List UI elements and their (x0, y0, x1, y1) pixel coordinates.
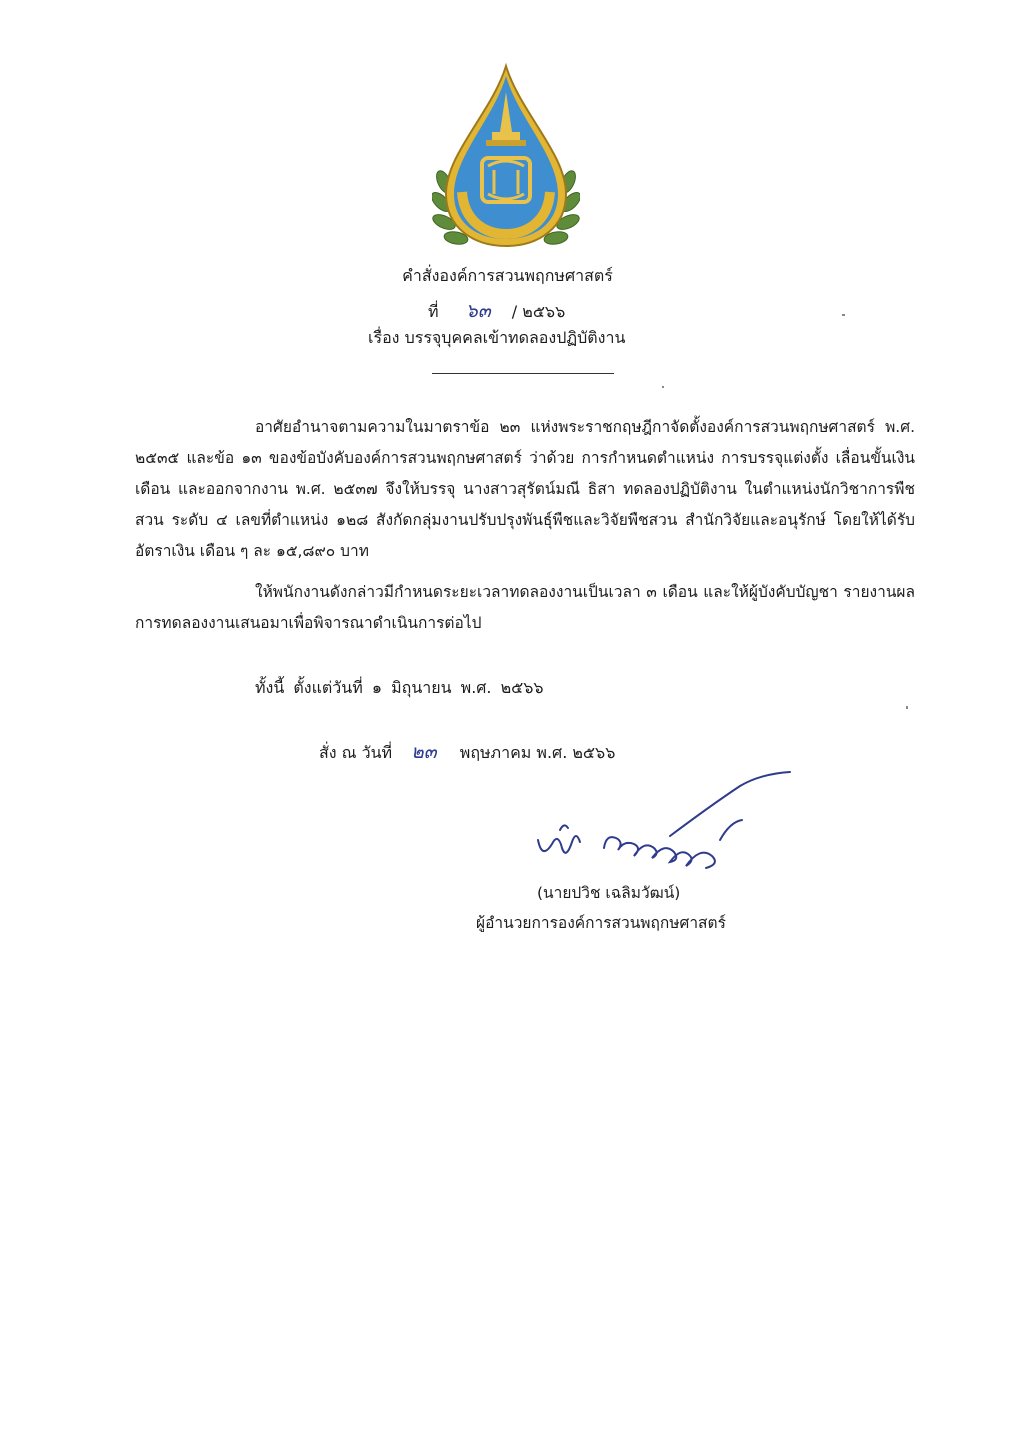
body-paragraph-2 (135, 577, 915, 639)
order-date (319, 737, 615, 767)
order-year: / ๒๕๖๖ (511, 302, 566, 321)
scan-speck (662, 386, 664, 388)
order-subject: เรื่อง บรรจุบุคคลเข้าทดลองปฏิบัติงาน (368, 328, 626, 347)
organization-seal-logo (432, 62, 580, 252)
handwritten-order-number: ๖๓ (465, 300, 491, 322)
order-title: คำสั่งองค์การสวนพฤกษศาสตร์ (402, 266, 613, 285)
handwritten-signature (520, 770, 800, 880)
paragraph-1-text: อาศัยอำนาจตามความในมาตราข้อ ๒๓ แห่งพระราชกฤษฎีกาจัดตั้งองค์การสวนพฤกษศาสตร์ พ.ศ. ๒๕๓๕ และข้อ ๑๓ ของข้อบังคับองค์การสวนพฤกษศาสตร์ ว่าด้วย การกำหนดตำแหน่ง การบรรจุแต่งตั้ง เลื่อนขั้นเงินเดือน และออกจากงาน พ.ศ. ๒๕๓๗ จึงให้บรรจุ นางสาวสุรัตน์มณี ธิสา ทดลองปฏิบัติงาน ในตำแหน่งนักวิชาการพืชสวน ระดับ ๔ เลขที่ตำแหน่ง ๑๒๘ สังกัดกลุ่มงานปรับปรุงพันธุ์พืชและวิจัยพืชสวน สำนักวิจัยและอนุรักษ์ โดยให้ได้รับอัตราเงิน เดือน ๆ ละ ๑๕,๘๙๐ บาท (135, 418, 915, 560)
signer-name: (นายปวิช เฉลิมวัฒน์) (537, 884, 681, 902)
effective-date: ทั้งนี้ ตั้งแต่วันที่ ๑ มิถุนายน พ.ศ. ๒๕๖๖ (255, 678, 544, 697)
botanical-garden-seal-icon (432, 62, 580, 252)
header-divider (432, 373, 614, 374)
order-date-prefix: สั่ง ณ วันที่ (319, 743, 393, 762)
signer-position: ผู้อำนวยการองค์การสวนพฤกษศาสตร์ (476, 914, 726, 932)
order-number (428, 296, 565, 326)
scan-speck (906, 706, 908, 709)
body-paragraph-1 (135, 412, 915, 567)
signature-icon (520, 770, 800, 880)
order-month-year: พฤษภาคม พ.ศ. ๒๕๖๖ (459, 743, 616, 762)
order-prefix: ที่ (428, 302, 439, 321)
scan-speck (842, 314, 845, 316)
paragraph-2-text: ให้พนักงานดังกล่าวมีกำหนดระยะเวลาทดลองงานเป็นเวลา ๓ เดือน และให้ผู้บังคับบัญชา รายงานผลการทดลองงานเสนอมาเพื่อพิจารณาดำเนินการต่อไป (135, 583, 915, 632)
handwritten-day: ๒๓ (411, 741, 437, 763)
